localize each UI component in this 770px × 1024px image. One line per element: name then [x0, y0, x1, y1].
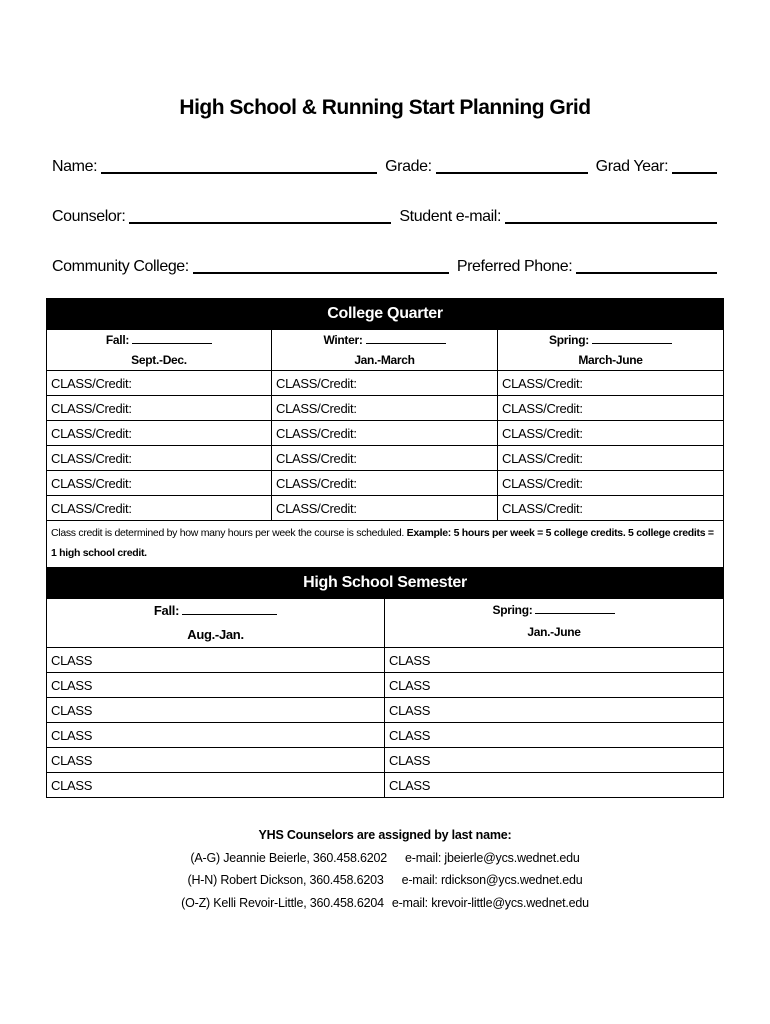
name-field[interactable] [101, 158, 377, 174]
class-credit-cell[interactable]: CLASS/Credit: [47, 496, 272, 521]
college-term-spring [498, 330, 724, 371]
class-credit-cell[interactable]: CLASS/Credit: [47, 396, 272, 421]
class-credit-cell[interactable]: CLASS/Credit: [272, 471, 498, 496]
term-months: Sept.-Dec. [131, 353, 187, 367]
credit-note-text: Class credit is determined by how many hours per week the course is scheduled. [51, 527, 405, 539]
credit-note-example: Example: 5 hours per week = 5 college credits. 5 college credits = 1 high school credit. [51, 527, 714, 559]
student-email-label: Student e-mail: [399, 208, 502, 225]
class-credit-cell[interactable]: CLASS/Credit: [47, 371, 272, 396]
table-row [47, 648, 724, 673]
class-credit-cell[interactable]: CLASS/Credit: [498, 496, 724, 521]
college-term-winter [272, 330, 498, 371]
class-credit-cell[interactable]: CLASS/Credit: [498, 471, 724, 496]
class-cell[interactable]: CLASS [47, 648, 385, 673]
hs-fall-year-field[interactable] [182, 604, 277, 615]
class-cell[interactable]: CLASS [47, 748, 385, 773]
class-cell[interactable]: CLASS [385, 723, 724, 748]
counselor-row [52, 205, 717, 226]
table-row [47, 773, 724, 798]
community-college-field[interactable] [193, 258, 449, 274]
class-credit-cell[interactable]: CLASS/Credit: [47, 421, 272, 446]
college-terms-row [47, 330, 724, 371]
counselor-footer-heading: YHS Counselors are assigned by last name: [258, 828, 512, 842]
class-credit-cell[interactable]: CLASS/Credit: [498, 396, 724, 421]
class-credit-cell[interactable]: CLASS/Credit: [272, 371, 498, 396]
preferred-phone-field[interactable] [576, 258, 717, 274]
table-row [47, 748, 724, 773]
term-months: March-June [578, 353, 643, 367]
fall-year-field[interactable] [132, 333, 212, 344]
class-cell[interactable]: CLASS [47, 723, 385, 748]
class-credit-cell[interactable]: CLASS/Credit: [498, 446, 724, 471]
table-row [47, 471, 724, 496]
counselor-entry [0, 869, 770, 892]
class-credit-cell[interactable]: CLASS/Credit: [47, 471, 272, 496]
preferred-phone-label: Preferred Phone: [456, 258, 573, 275]
table-row [47, 723, 724, 748]
table-row [47, 673, 724, 698]
table-row [47, 396, 724, 421]
term-label: Spring: [492, 603, 533, 617]
term-label: Fall: [153, 603, 180, 618]
class-cell[interactable]: CLASS [47, 773, 385, 798]
term-label: Winter: [323, 333, 363, 347]
counselor-email[interactable]: e-mail: rdickson@ycs.wednet.edu [401, 873, 583, 887]
table-row [47, 421, 724, 446]
college-quarter-table [46, 298, 724, 586]
class-cell[interactable]: CLASS [385, 748, 724, 773]
class-credit-cell[interactable]: CLASS/Credit: [498, 421, 724, 446]
spring-year-field[interactable] [592, 333, 672, 344]
class-cell[interactable]: CLASS [385, 673, 724, 698]
class-cell[interactable]: CLASS [47, 698, 385, 723]
counselor-entry [0, 847, 770, 870]
class-cell[interactable]: CLASS [385, 773, 724, 798]
term-label: Fall: [105, 333, 130, 347]
student-info-row [52, 155, 717, 176]
class-cell[interactable]: CLASS [385, 648, 724, 673]
student-email-field[interactable] [505, 208, 717, 224]
hs-term-fall [47, 599, 385, 648]
college-row [52, 255, 717, 276]
counselor-info: (O-Z) Kelli Revoir-Little, 360.458.6204 [181, 895, 384, 910]
class-cell[interactable]: CLASS [47, 673, 385, 698]
term-months: Jan.-June [527, 625, 581, 639]
class-credit-cell[interactable]: CLASS/Credit: [498, 371, 724, 396]
counselor-entry [0, 892, 770, 915]
class-credit-cell[interactable]: CLASS/Credit: [47, 446, 272, 471]
class-cell[interactable]: CLASS [385, 698, 724, 723]
college-quarter-header: College Quarter [47, 299, 724, 330]
table-row [47, 496, 724, 521]
class-credit-cell[interactable]: CLASS/Credit: [272, 446, 498, 471]
hs-terms-row [47, 599, 724, 648]
grad-year-field[interactable] [672, 158, 717, 174]
class-credit-cell[interactable]: CLASS/Credit: [272, 396, 498, 421]
table-row [47, 371, 724, 396]
table-row [47, 698, 724, 723]
high-school-semester-header: High School Semester [47, 568, 724, 599]
class-credit-cell[interactable]: CLASS/Credit: [272, 496, 498, 521]
counselor-info: (H-N) Robert Dickson, 360.458.6203 [187, 873, 384, 887]
counselor-email[interactable]: e-mail: krevoir-little@ycs.wednet.edu [391, 895, 589, 910]
hs-spring-year-field[interactable] [535, 603, 615, 614]
counselor-field[interactable] [129, 208, 391, 224]
winter-year-field[interactable] [366, 333, 446, 344]
counselor-info: (A-G) Jeannie Beierle, 360.458.6202 [190, 850, 387, 865]
term-label: Spring: [549, 333, 589, 347]
counselor-email[interactable]: e-mail: jbeierle@ycs.wednet.edu [404, 850, 580, 865]
hs-term-spring [385, 599, 724, 648]
grade-label: Grade: [385, 158, 432, 175]
grad-year-label: Grad Year: [595, 158, 669, 175]
class-credit-cell[interactable]: CLASS/Credit: [272, 421, 498, 446]
high-school-semester-table [46, 567, 724, 798]
page-title: High School & Running Start Planning Grid [179, 96, 591, 119]
name-label: Name: [52, 158, 98, 175]
college-term-fall [47, 330, 272, 371]
counselor-label: Counselor: [52, 208, 126, 225]
counselor-footer [0, 824, 770, 914]
grade-field[interactable] [436, 158, 588, 174]
table-row [47, 446, 724, 471]
term-months: Aug.-Jan. [187, 627, 244, 642]
term-months: Jan.-March [354, 353, 415, 367]
community-college-label: Community College: [52, 258, 189, 275]
